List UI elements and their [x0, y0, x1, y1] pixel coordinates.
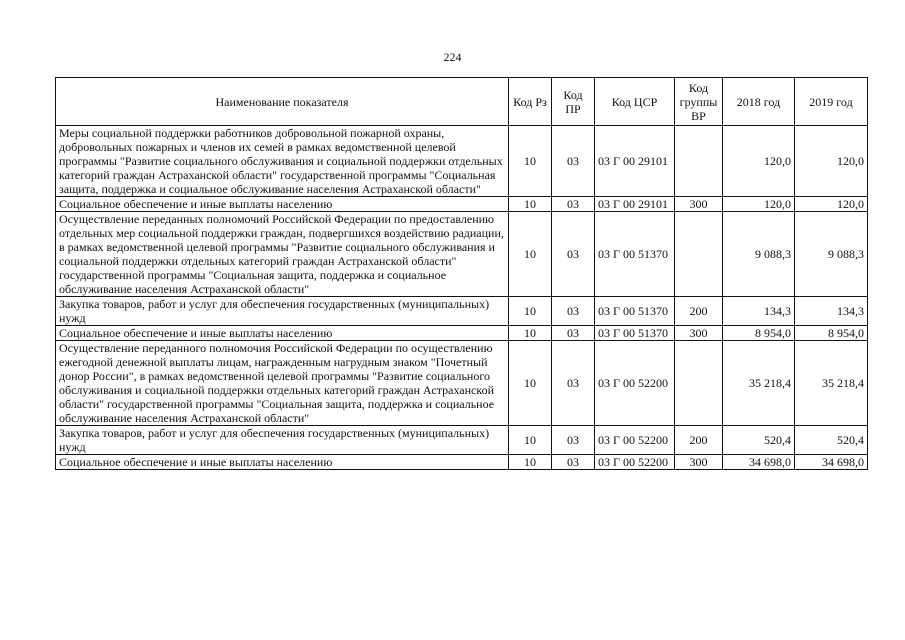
table-row: [56, 426, 868, 455]
row-2018: 35 218,4: [723, 341, 795, 426]
row-pr: 03: [552, 212, 595, 297]
header-csr: Код ЦСР: [595, 78, 675, 126]
row-pr: 03: [552, 455, 595, 470]
header-2019: 2019 год: [795, 78, 868, 126]
row-pr: 03: [552, 126, 595, 197]
row-pr: 03: [552, 426, 595, 455]
row-rz: 10: [509, 326, 552, 341]
row-2019: 34 698,0: [795, 455, 868, 470]
row-csr: 03 Г 00 51370: [595, 212, 675, 297]
row-2018: 120,0: [723, 126, 795, 197]
page-number: 224: [443, 50, 462, 64]
table-row: [56, 326, 868, 341]
header-2018: 2018 год: [723, 78, 795, 126]
row-2019: 8 954,0: [795, 326, 868, 341]
header-name: Наименование показателя: [56, 78, 509, 126]
row-vr: 300: [675, 197, 723, 212]
row-2018: 520,4: [723, 426, 795, 455]
row-2019: 9 088,3: [795, 212, 868, 297]
budget-table: [55, 77, 868, 470]
row-2019: 120,0: [795, 197, 868, 212]
row-name: Закупка товаров, работ и услуг для обеспечения государственных (муниципальных) нужд: [56, 426, 509, 455]
row-vr: 200: [675, 297, 723, 326]
row-2018: 8 954,0: [723, 326, 795, 341]
row-vr: [675, 212, 723, 297]
row-2018: 120,0: [723, 197, 795, 212]
row-vr: [675, 341, 723, 426]
row-name: Осуществление переданных полномочий Российской Федерации по предоставлению отдельных мер социальной поддержки граждан, подвергшихся воздействию радиации, в рамках ведомственной целевой программы "Развитие социального обслуживания и социальной поддержки отдельных категорий граждан Астраханской области" государственной программы "Социальная защита, поддержка и социальное обслуживание населения Астраханской области": [56, 212, 509, 297]
row-pr: 03: [552, 197, 595, 212]
row-rz: 10: [509, 455, 552, 470]
row-name: Закупка товаров, работ и услуг для обеспечения государственных (муниципальных) нужд: [56, 297, 509, 326]
row-csr: 03 Г 00 51370: [595, 326, 675, 341]
table-header-row: [56, 78, 868, 126]
row-vr: [675, 126, 723, 197]
header-rz: Код Рз: [509, 78, 552, 126]
row-vr: 200: [675, 426, 723, 455]
row-vr: 300: [675, 326, 723, 341]
row-name: Осуществление переданного полномочия Российской Федерации по осуществлению ежегодной денежной выплаты лицам, награжденным нагрудным знаком "Почетный донор России", в рамках ведомственной целевой программы "Развитие социального обслуживания и социальной поддержки отдельных категорий граждан Астраханской области" государственной программы "Социальная защита, поддержка и социальное обслуживание населения Астраханской области": [56, 341, 509, 426]
row-2018: 134,3: [723, 297, 795, 326]
table-row: [56, 455, 868, 470]
row-name: Социальное обеспечение и иные выплаты населению: [56, 326, 509, 341]
row-rz: 10: [509, 197, 552, 212]
row-rz: 10: [509, 212, 552, 297]
header-vr: Код группы ВР: [675, 78, 723, 126]
row-rz: 10: [509, 426, 552, 455]
row-pr: 03: [552, 297, 595, 326]
row-vr: 300: [675, 455, 723, 470]
row-csr: 03 Г 00 52200: [595, 341, 675, 426]
row-rz: 10: [509, 126, 552, 197]
row-2019: 520,4: [795, 426, 868, 455]
row-2018: 34 698,0: [723, 455, 795, 470]
table-row: [56, 126, 868, 197]
row-name: Социальное обеспечение и иные выплаты населению: [56, 197, 509, 212]
row-name: Меры социальной поддержки работников добровольной пожарной охраны, добровольных пожарных и членов их семей в рамках ведомственной целевой программы "Развитие социального обслуживания и социальной поддержки отдельных категорий граждан Астраханской области" государственной программы "Социальная защита, поддержка и социальное обслуживание населения Астраханской области": [56, 126, 509, 197]
row-pr: 03: [552, 326, 595, 341]
row-2019: 134,3: [795, 297, 868, 326]
row-rz: 10: [509, 341, 552, 426]
row-csr: 03 Г 00 52200: [595, 455, 675, 470]
row-csr: 03 Г 00 51370: [595, 297, 675, 326]
row-2019: 120,0: [795, 126, 868, 197]
row-2018: 9 088,3: [723, 212, 795, 297]
header-pr: Код ПР: [552, 78, 595, 126]
table-row: [56, 197, 868, 212]
row-name: Социальное обеспечение и иные выплаты населению: [56, 455, 509, 470]
table-row: [56, 212, 868, 297]
row-rz: 10: [509, 297, 552, 326]
row-csr: 03 Г 00 29101: [595, 126, 675, 197]
row-pr: 03: [552, 341, 595, 426]
row-csr: 03 Г 00 52200: [595, 426, 675, 455]
row-2019: 35 218,4: [795, 341, 868, 426]
table-row: [56, 297, 868, 326]
row-csr: 03 Г 00 29101: [595, 197, 675, 212]
table-row: [56, 341, 868, 426]
